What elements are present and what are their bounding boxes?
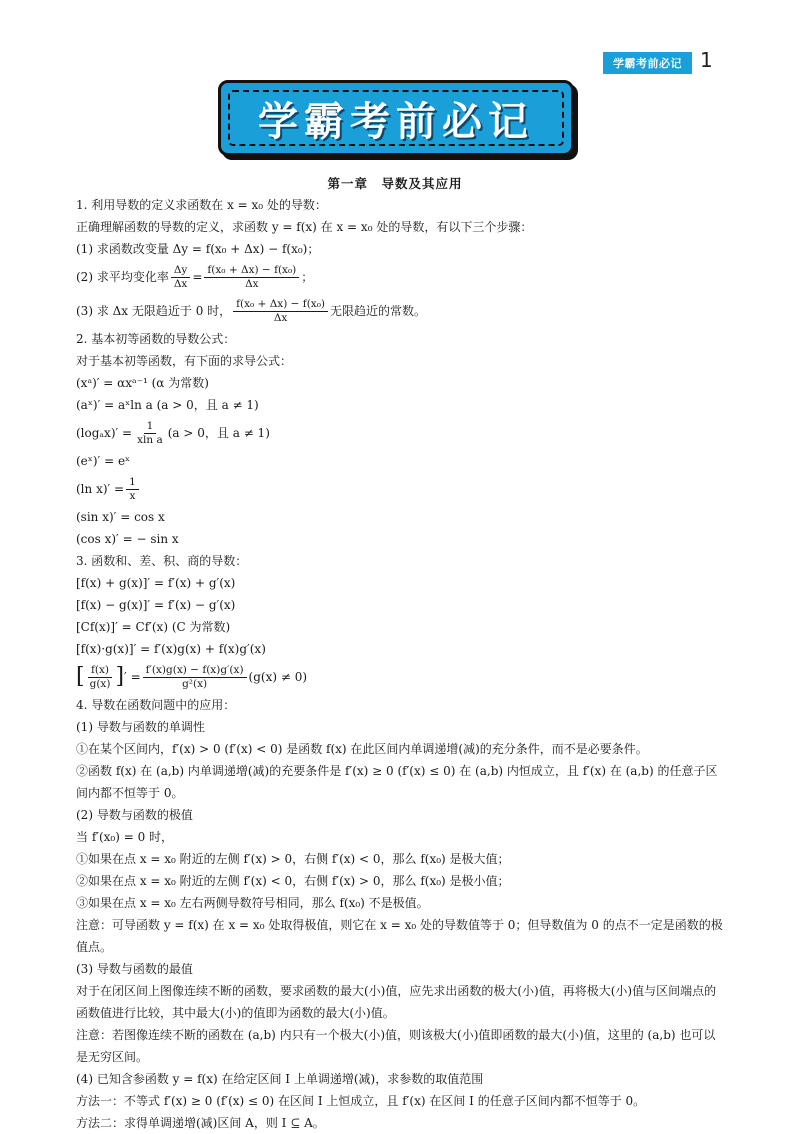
banner-title: 学霸考前必记 <box>258 98 534 145</box>
s1-step3-prefix: (3) 求 Δx 无限趋近于 0 时， <box>76 304 232 318</box>
fraction-numerator: f(x₀ + Δx) − f(x₀) <box>204 264 299 278</box>
s4-p4-method-1: 方法一：不等式 f′(x) ≥ 0 (f′(x) ≤ 0) 在区间 I 上恒成立，且 f′(x) 在区间 I 的任意子区间内都不恒等于 0。 <box>76 1094 646 1108</box>
fraction-denominator: g(x) <box>89 677 111 690</box>
formula-log <box>76 416 726 450</box>
fraction <box>134 420 166 447</box>
s4-p4-title: (4) 已知含参函数 y = f(x) 在给定区间 I 上单调递增(减)，求参数的取值范围 <box>76 1072 484 1086</box>
s4-heading: 4. 导数在函数问题中的应用： <box>76 698 236 712</box>
fraction <box>126 476 139 503</box>
formula-ln <box>76 472 726 506</box>
rule-quotient <box>76 660 726 694</box>
s4-p2-note: 注意：可导函数 y = f(x) 在 x = x₀ 处取得极值，则它在 x = x₀ 处的导数值等于 0；但导数值为 0 的点不一定是函数的极值点。 <box>76 918 723 954</box>
s1-heading: 1. 利用导数的定义求函数在 x = x₀ 处的导数： <box>76 198 327 212</box>
s1-intro: 正确理解函数的导数的定义，求函数 y = f(x) 在 x = x₀ 处的导数，有以下三个步骤： <box>76 220 533 234</box>
formula-natural-exp: (eˣ)′ = eˣ <box>76 454 131 468</box>
main-content <box>76 194 726 1134</box>
s4-p2-item-c: ③如果在点 x = x₀ 左右两侧导数符号相同，那么 f(x₀) 不是极值。 <box>76 896 429 910</box>
rule-constant: [Cf(x)]′ = Cf′(x) (C 为常数) <box>76 620 231 634</box>
fraction-denominator: x <box>129 489 136 502</box>
s4-p2-condition: 当 f′(x₀) = 0 时， <box>76 830 174 844</box>
formula-log-lhs: (logₐx)′ = <box>76 426 133 440</box>
s1-step1: (1) 求函数改变量 Δy = f(x₀ + Δx) − f(x₀)； <box>76 242 320 256</box>
equals-sign: = <box>192 270 203 284</box>
s4-p1-item-a: ①在某个区间内，f′(x) > 0 (f′(x) < 0) 是函数 f(x) 在此区间内单调递增(减)的充分条件，而不是必要条件。 <box>76 742 648 756</box>
right-bracket: ] <box>115 664 125 689</box>
fraction-denominator: g²(x) <box>182 677 208 690</box>
s1-step2 <box>76 260 726 294</box>
fraction-denominator: Δx <box>245 277 259 290</box>
rule-difference: [f(x) − g(x)]′ = f′(x) − g′(x) <box>76 598 236 612</box>
fraction <box>87 664 114 691</box>
left-bracket: [ <box>76 664 85 689</box>
s4-p2-title: (2) 导数与函数的极值 <box>76 808 193 822</box>
fraction-denominator: xln a <box>137 433 163 446</box>
s4-p3-text: 对于在闭区间上图像连续不断的函数，要求函数的最大(小)值，应先求出函数的极大(小)值，再将极大(小)值与区间端点的函数值进行比较，其中最大(小)的值即为函数的最大(小)值。 <box>76 984 717 1020</box>
rule-sum: [f(x) + g(x)]′ = f′(x) + g′(x) <box>76 576 236 590</box>
quotient-condition: (g(x) ≠ 0) <box>248 670 308 684</box>
fraction <box>171 264 191 291</box>
s4-p3-title: (3) 导数与函数的最值 <box>76 962 193 976</box>
s1-step2-prefix: (2) 求平均变化率 <box>76 270 169 284</box>
s4-p3-note: 注意：若图像连续不断的函数在 (a,b) 内只有一个极大(小)值，则该极大(小)值即函数的最大(小)值，这里的 (a,b) 也可以是无穷区间。 <box>76 1028 716 1064</box>
s4-p1-item-b: ②函数 f(x) 在 (a,b) 内单调递增(减)的充要条件是 f′(x) ≥ 0 (f′(x) ≤ 0) 在 (a,b) 内恒成立，且 f′(x) 在 (a,b) 的任意子区间内都不恒等于 0。 <box>76 764 718 800</box>
fraction-numerator: f(x) <box>88 664 112 678</box>
s2-heading: 2. 基本初等函数的导数公式： <box>76 332 236 346</box>
quotient-equals: ′ = <box>124 670 141 684</box>
formula-exponential: (aˣ)′ = aˣln a (a > 0，且 a ≠ 1) <box>76 398 259 412</box>
s4-p1-title: (1) 导数与函数的单调性 <box>76 720 205 734</box>
formula-log-condition: (a > 0，且 a ≠ 1) <box>167 426 270 440</box>
fraction <box>233 298 328 325</box>
fraction-denominator: Δx <box>273 311 288 324</box>
formula-ln-lhs: (ln x)′ = <box>76 482 125 496</box>
fraction <box>204 264 299 291</box>
fraction-numerator: 1 <box>126 476 139 490</box>
title-banner-dashed-frame <box>228 90 564 146</box>
fraction-numerator: Δy <box>171 264 191 278</box>
s3-heading: 3. 函数和、差、积、商的导数： <box>76 554 248 568</box>
page-number: 1 <box>700 48 713 72</box>
rule-product: [f(x)·g(x)]′ = f′(x)g(x) + f(x)g′(x) <box>76 642 266 656</box>
formula-sin: (sin x)′ = cos x <box>76 510 165 524</box>
s2-intro: 对于基本初等函数，有下面的求导公式： <box>76 354 293 368</box>
header-section-tag: 学霸考前必记 <box>603 52 692 74</box>
formula-power: (xᵃ)′ = αxᵃ⁻¹ (α 为常数) <box>76 376 209 390</box>
formula-cos: (cos x)′ = − sin x <box>76 532 179 546</box>
s4-p4-method-2: 方法二：求得单调递增(减)区间 A，则 I ⊆ A。 <box>76 1116 325 1130</box>
s1-step3 <box>76 294 726 328</box>
s1-step3-suffix: 无限趋近的常数。 <box>330 304 427 318</box>
s4-p2-item-a: ①如果在点 x = x₀ 附近的左侧 f′(x) > 0，右侧 f′(x) < 0，那么 f(x₀) 是极大值； <box>76 852 510 866</box>
fraction-numerator: f′(x)g(x) − f(x)g′(x) <box>143 664 247 678</box>
title-banner <box>218 80 574 156</box>
fraction-numerator: f(x₀ + Δx) − f(x₀) <box>233 298 328 312</box>
s1-step2-suffix: ； <box>301 270 314 284</box>
chapter-heading: 第一章 导数及其应用 <box>327 176 463 191</box>
fraction-denominator: Δx <box>173 277 188 290</box>
fraction-numerator: 1 <box>144 420 157 434</box>
fraction <box>143 664 247 691</box>
s4-p2-item-b: ②如果在点 x = x₀ 附近的左侧 f′(x) < 0，右侧 f′(x) > 0，那么 f(x₀) 是极小值； <box>76 874 510 888</box>
